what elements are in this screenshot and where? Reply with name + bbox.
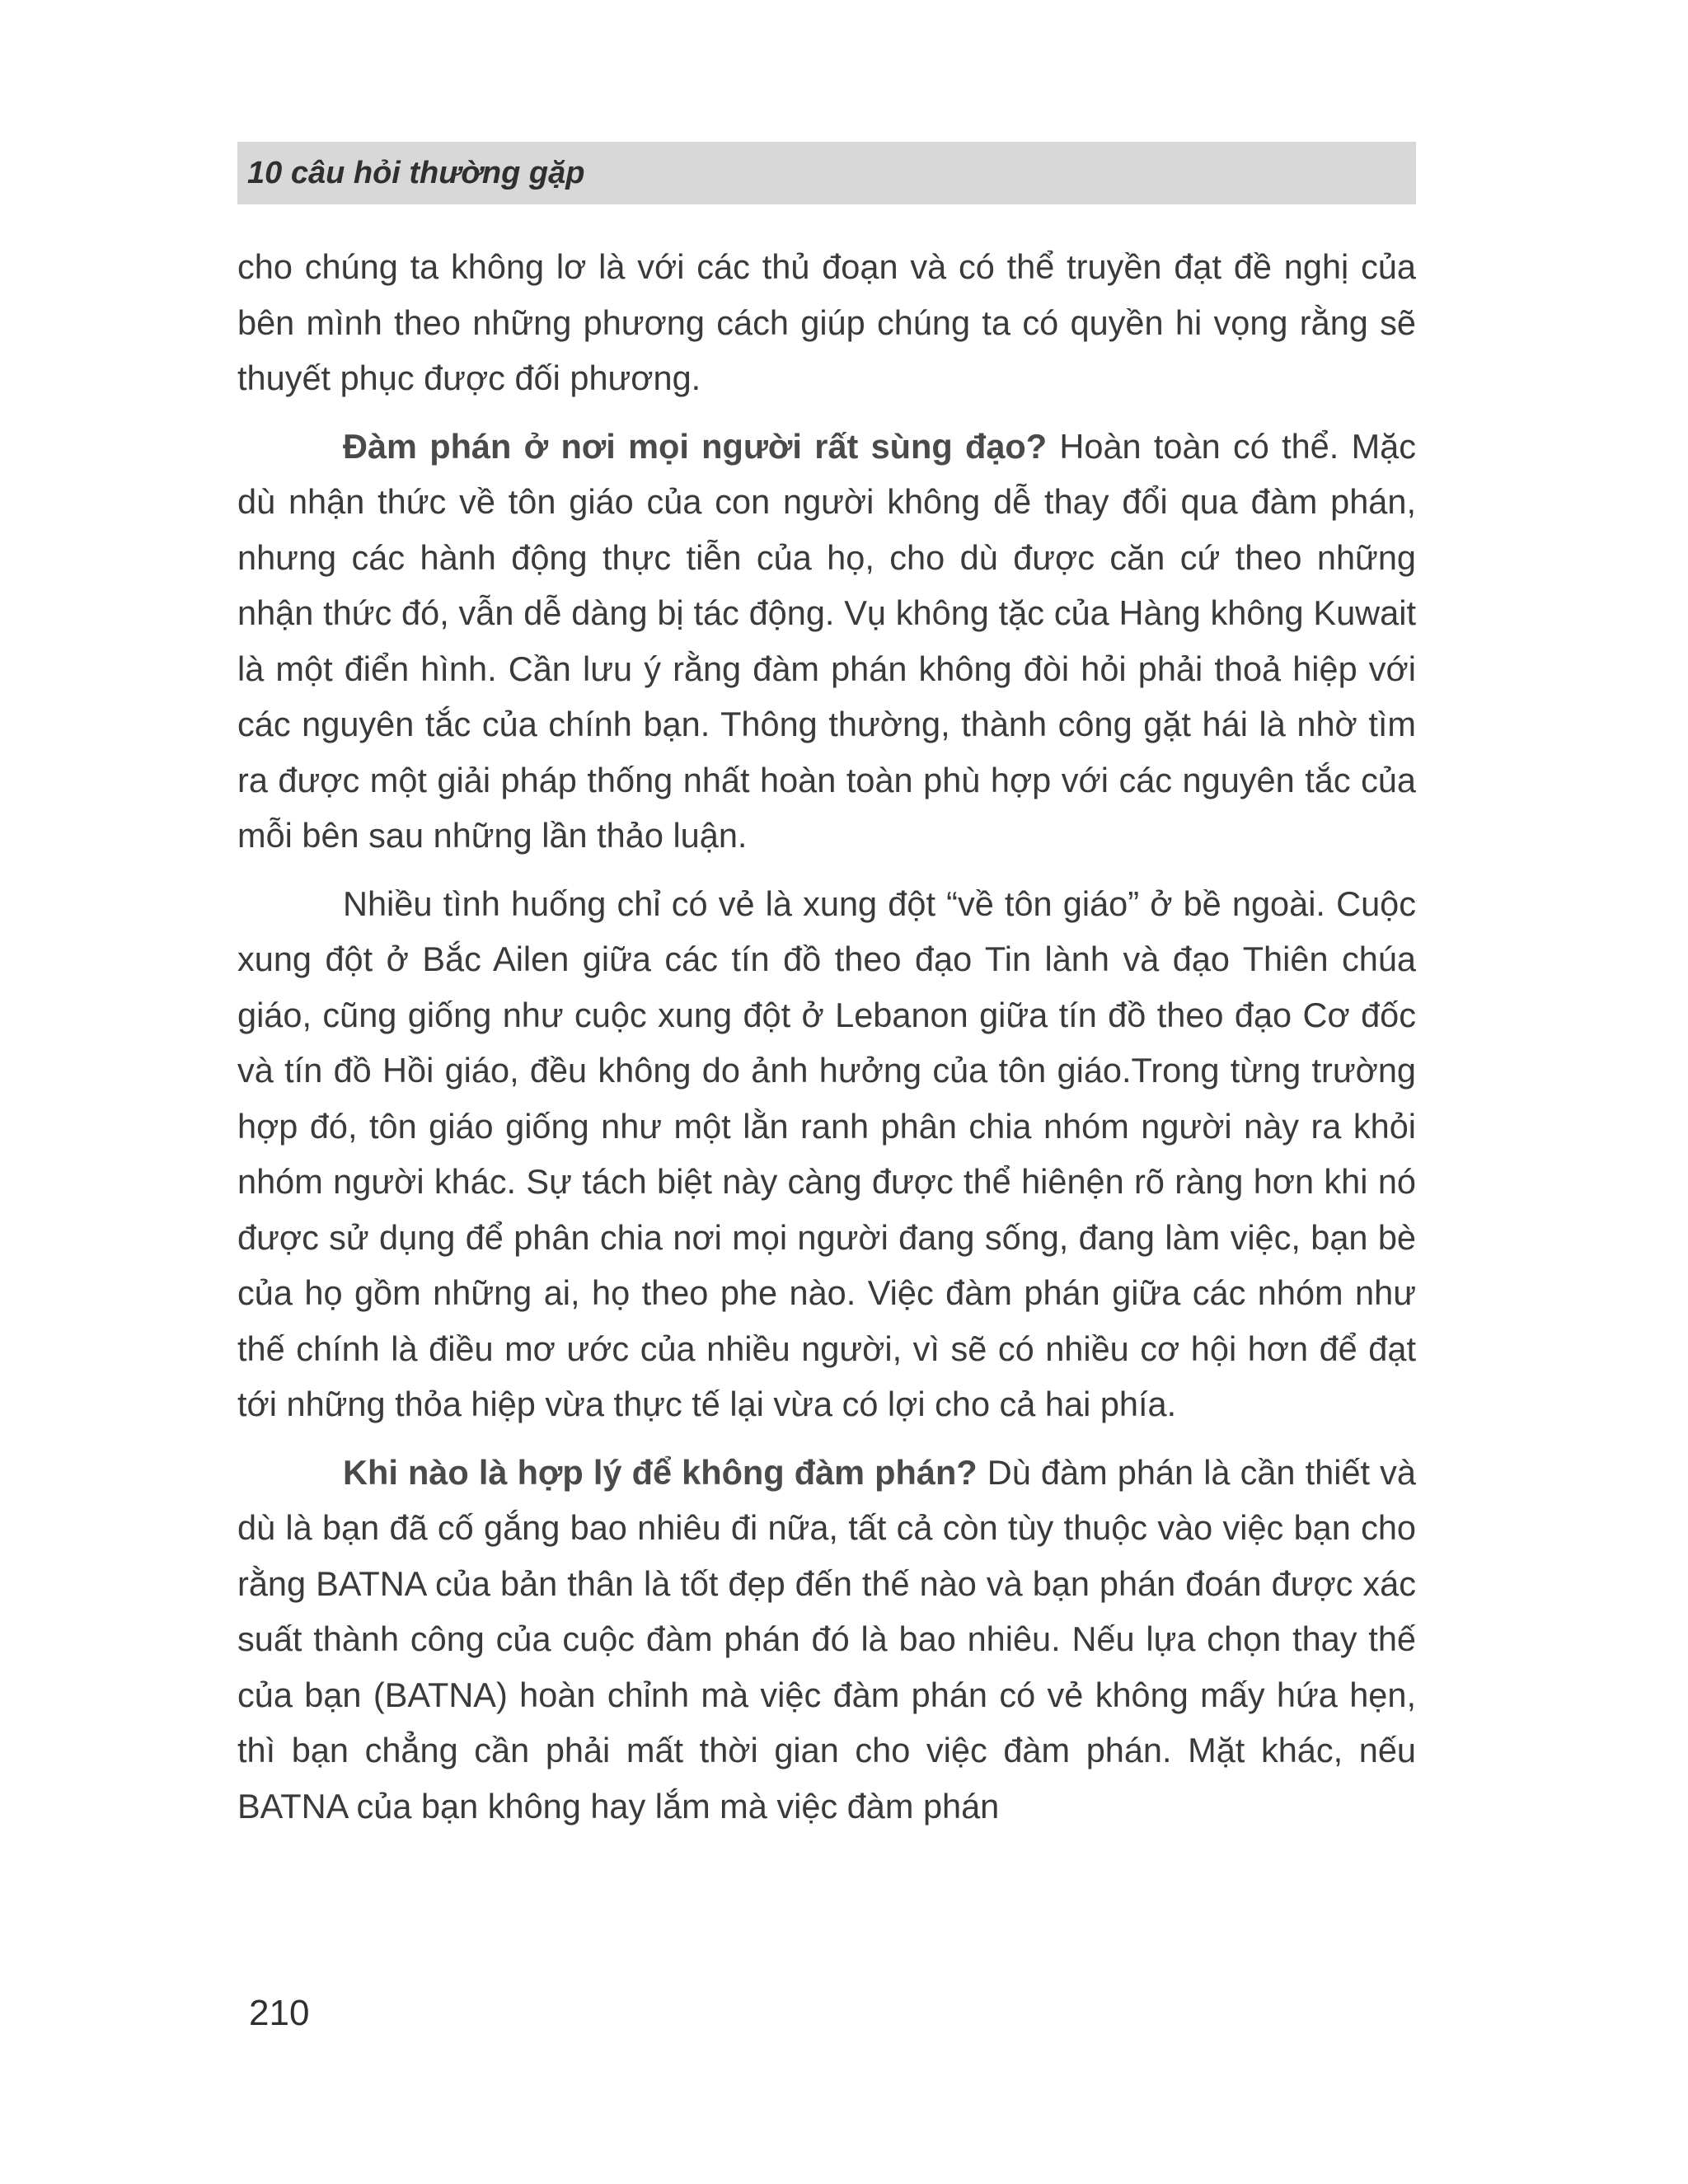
- paragraph-when-not-to-negotiate: [237, 1445, 1416, 1835]
- paragraph-religious-conflict: [237, 876, 1416, 1432]
- paragraph-lead-question: Đàm phán ở nơi mọi người rất sùng đạo?: [343, 426, 1048, 466]
- paragraph-text: Dù đàm phán là cần thiết và dù là bạn đã cố gắng bao nhiêu đi nữa, tất cả còn tùy thuộc vào việc bạn cho rằng BATNA của bản thân là tốt đẹp đến thế nào và bạn phán đoán được xác suất thành công của cuộc đàm phán đó là bao nhiêu. Nếu lựa chọn thay thế của bạn (BATNA) hoàn chỉnh mà việc đàm phán có vẻ không mấy hứa hẹn, thì bạn chẳng cần phải mất thời gian cho việc đàm phán. Mặt khác, nếu BATNA của bạn không hay lắm mà việc đàm phán: [237, 1452, 1417, 1825]
- paragraph-lead-question: Khi nào là hợp lý để không đàm phán?: [343, 1452, 978, 1492]
- running-header: [237, 142, 1416, 204]
- body-text: [237, 239, 1416, 1846]
- paragraph-text: Nhiều tình huống chỉ có vẻ là xung đột “về tôn giáo” ở bề ngoài. Cuộc xung đột ở Bắc Ailen giữa các tín đồ theo đạo Tin lành và đạo Thiên chúa giáo, cũng giống như cuộc xung đột ở Lebanon giữa tín đồ theo đạo Cơ đốc và tín đồ Hồi giáo, đều không do ảnh hưởng của tôn giáo.Trong từng trường hợp đó, tôn giáo giống như một lằn ranh phân chia nhóm người này ra khỏi nhóm người khác. Sự tách biệt này càng được thể hiênện rõ ràng hơn khi nó được sử dụng để phân chia nơi mọi người đang sống, đang làm việc, bạn bè của họ gồm những ai, họ theo phe nào. Việc đàm phán giữa các nhóm như thế chính là điều mơ ước của nhiều người, vì sẽ có nhiều cơ hội hơn để đạt tới những thỏa hiệp vừa thực tế lại vừa có lợi cho cả hai phía.: [237, 883, 1416, 1423]
- running-header-title: 10 câu hỏi thường gặp: [247, 156, 585, 190]
- paragraph-text: cho chúng ta không lơ là với các thủ đoạn và có thể truyền đạt đề nghị của bên mình theo những phương cách giúp chúng ta có quyền hi vọng rằng sẽ thuyết phục được đối phương.: [237, 247, 1416, 397]
- paragraph-text: Hoàn toàn có thể. Mặc dù nhận thức về tôn giáo của con người không dễ thay đổi qua đàm phán, nhưng các hành động thực tiễn của họ, cho dù được căn cứ theo những nhận thức đó, vẫn dễ dàng bị tác động. Vụ không tặc của Hàng không Kuwait là một điển hình. Cần lưu ý rằng đàm phán không đòi hỏi phải thoả hiệp với các nguyên tắc của chính bạn. Thông thường, thành công gặt hái là nhờ tìm ra được một giải pháp thống nhất hoàn toàn phù hợp với các nguyên tắc của mỗi bên sau những lần thảo luận.: [237, 426, 1416, 855]
- page-number: 210: [249, 1993, 310, 2033]
- paragraph-continuation: [237, 239, 1416, 406]
- paragraph-religious-negotiation: [237, 419, 1416, 864]
